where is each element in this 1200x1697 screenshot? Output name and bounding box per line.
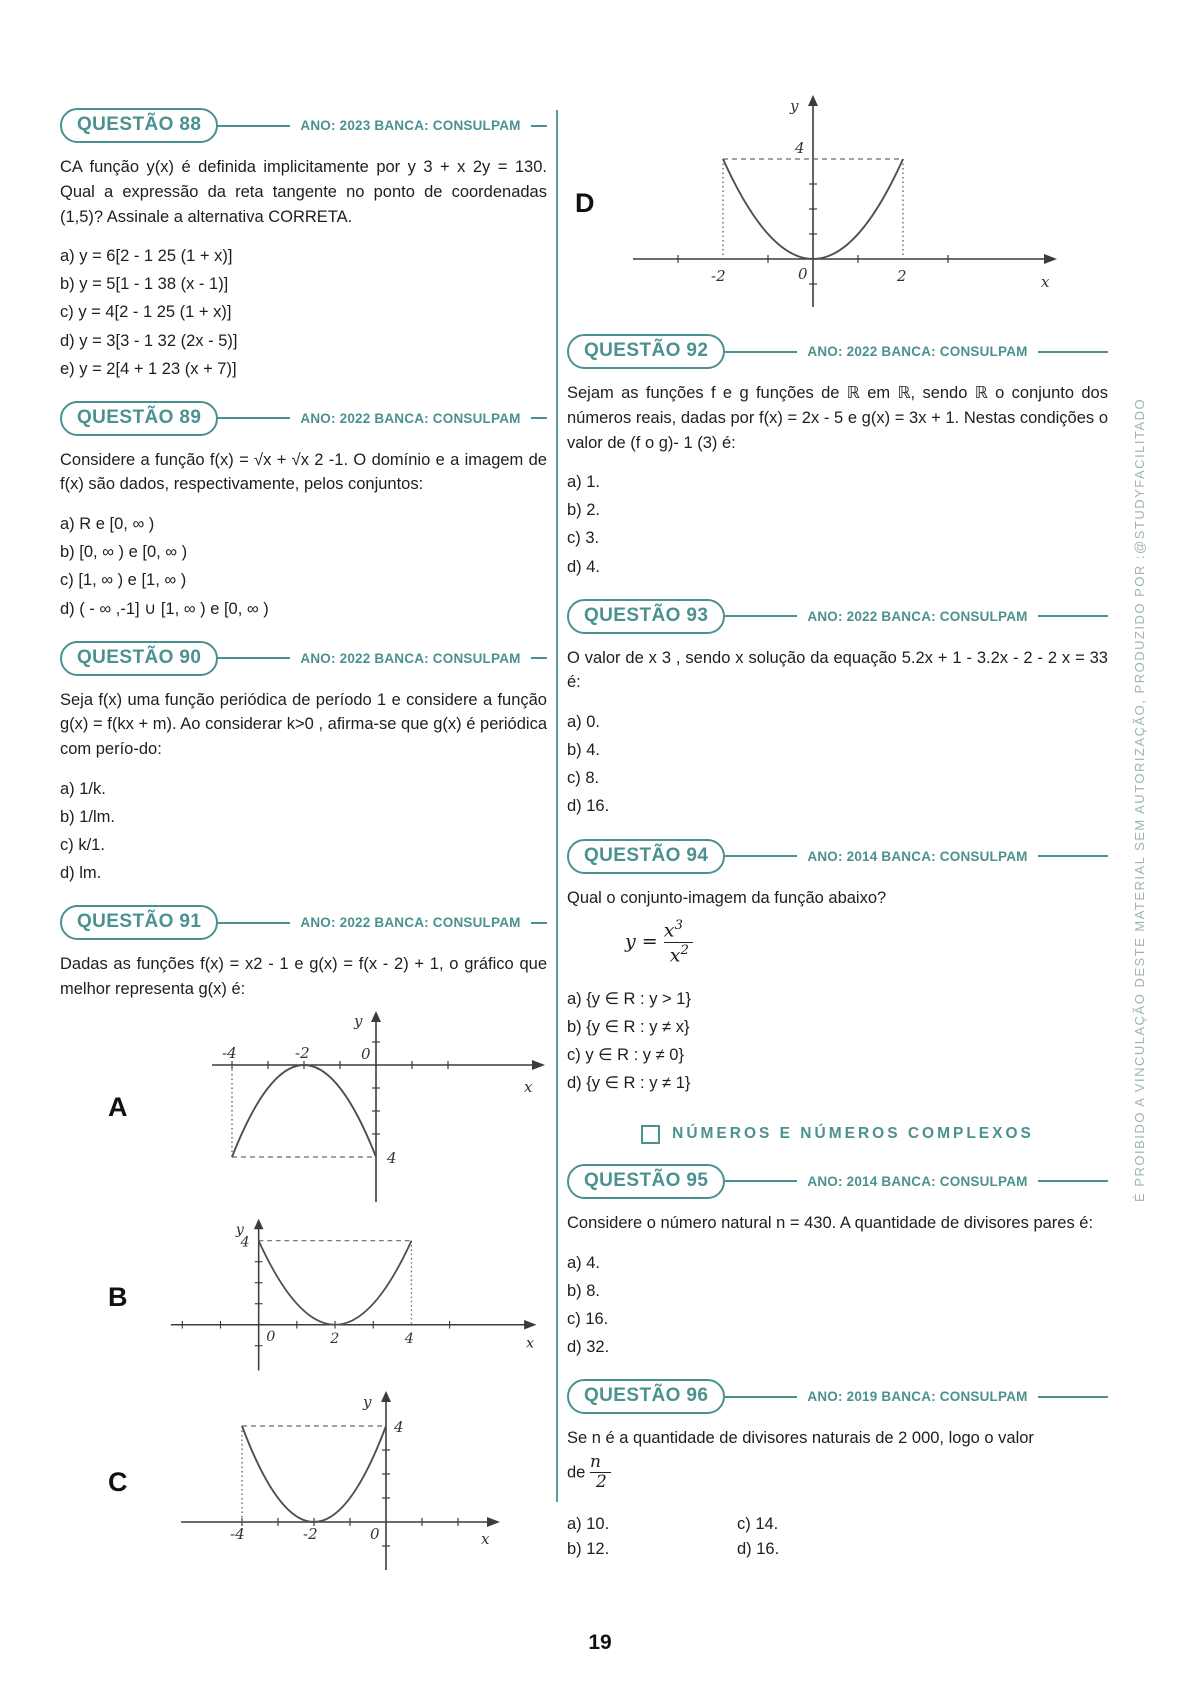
question-badge: QUESTÃO 89 [60,401,218,436]
svg-text:2: 2 [330,1330,340,1347]
svg-text:-2: -2 [295,1043,310,1062]
right-column [567,92,1108,1559]
question-92-header [567,334,1108,369]
question-text: Qual o conjunto-imagem da função abaixo? [567,888,887,907]
question-text: CA função y(x) é definida implicitamente por y 3 + x 2y = 130. Qual a expressão da reta tangente no ponto de coordenadas (1,5)? Assinale a alternativa CORRETA. [60,158,547,226]
option-d: d) 16. [737,1539,780,1558]
header-line [218,922,290,924]
header-line [1038,1396,1108,1398]
header-line [1038,351,1108,353]
fraction-denominator: 2 [595,1472,607,1493]
question-badge: QUESTÃO 91 [60,905,218,940]
question-text: O valor de x 3 , sendo x solução da equação 5.2x + 1 - 3.2x - 2 - 2 x = 33 é: [567,648,1108,692]
header-line [1038,855,1108,857]
option-a: a) y = 6[2 - 1 25 (1 + x)] [60,247,233,266]
option-a: a) {y ∈ R : y > 1} [567,989,691,1008]
fraction [664,918,693,967]
option-a: a) R e [0, ∞ ) [60,515,155,534]
svg-text:x: x [524,1077,533,1096]
tick-labels [235,1222,534,1352]
header-line [725,351,797,353]
svg-text:-2: -2 [303,1524,318,1543]
option-d: d) lm. [60,864,102,883]
svg-text:0: 0 [370,1524,380,1543]
fraction-numerator: n [590,1453,611,1474]
header-line [725,615,797,617]
graph-option-b [60,1214,547,1382]
option-b: b) {y ∈ R : y ≠ x} [567,1017,690,1036]
axes [171,1218,537,1370]
svg-text:0: 0 [361,1044,371,1063]
question-96 [567,1379,1108,1559]
option-b: b) 1/lm. [60,807,116,826]
question-94 [567,839,1108,1095]
option-a: a) 1. [567,473,601,492]
question-90 [60,641,547,886]
watermark-text: É PROIBIDO A VINCULAÇÃO DESTE MATERIAL SEM AUTORIZAÇÃO, PRODUZIDO POR :@STUDYFACILITADO [1132,397,1147,1202]
question-meta: ANO: 2022 BANCA: CONSULPAM [807,608,1028,624]
options-list [567,1252,1108,1359]
question-meta: ANO: 2022 BANCA: CONSULPAM [300,410,521,426]
svg-text:x: x [1041,273,1050,291]
header-line [218,125,290,127]
parabola-curve [242,1426,386,1522]
svg-text:4: 4 [387,1148,397,1167]
tick-labels [711,97,1050,291]
option-c: c) y ∈ R : y ≠ 0} [567,1045,684,1064]
svg-text:y: y [235,1221,244,1238]
question-92 [567,334,1108,579]
svg-text:y: y [363,1392,372,1411]
tick-labels [222,1012,533,1167]
function-formula [625,918,1108,967]
graph-letter-b: B [108,1282,128,1313]
option-c: c) y = 4[2 - 1 25 (1 + x)] [60,303,232,322]
header-line [531,417,547,419]
options-list [567,988,1108,1095]
question-text: Se n é a quantidade de divisores naturais de 2 000, logo o valor [567,1429,1034,1448]
question-meta: ANO: 2022 BANCA: CONSULPAM [807,344,1028,359]
option-c: c) 16. [567,1309,609,1328]
question-badge: QUESTÃO 95 [567,1164,725,1199]
checkbox-icon [641,1125,660,1144]
question-94-header [567,839,1108,874]
question-text: Considere o número natural n = 430. A quantidade de divisores pares é: [567,1213,1094,1232]
formula-lead: y = [625,930,658,953]
fraction-line [567,1453,1108,1493]
question-95-header [567,1164,1108,1199]
question-meta: ANO: 2022 BANCA: CONSULPAM [300,650,521,666]
question-89-header [60,401,547,436]
question-badge: QUESTÃO 94 [567,839,725,874]
header-line [531,922,547,924]
fraction-numerator: $x^3$ [664,918,693,943]
section-title: NÚMEROS E NÚMEROS COMPLEXOS [672,1125,1034,1143]
option-b: b) 12. [567,1539,610,1558]
header-line [531,657,547,659]
axes [181,1391,500,1570]
question-badge: QUESTÃO 93 [567,599,725,634]
graph-letter-c: C [108,1467,128,1498]
header-line [1038,1180,1108,1182]
option-d: d) 32. [567,1338,610,1356]
option-d: d) 16. [567,797,610,816]
option-d: d) {y ∈ R : y ≠ 1} [567,1073,691,1092]
option-b: b) [0, ∞ ) e [0, ∞ ) [60,543,188,562]
svg-text:4: 4 [394,1417,404,1436]
option-b: b) 8. [567,1281,601,1300]
parabola-curve [232,1065,376,1157]
section-header-numeros-complexos [567,1125,1108,1144]
graph-option-a [60,1010,547,1206]
question-badge: QUESTÃO 92 [567,334,725,369]
page-number: 19 [588,1631,612,1654]
question-88-header [60,108,547,143]
options-list [567,471,1108,578]
graph-option-d [567,92,1108,314]
question-meta: ANO: 2023 BANCA: CONSULPAM [300,118,521,133]
header-line [531,125,547,127]
options-grid [567,1515,1108,1559]
option-e: e) y = 2[4 + 1 23 (x + 7)] [60,359,237,378]
question-text: Dadas as funções f(x) = x2 - 1 e g(x) = f(x - 2) + 1, o gráfico que melhor representa g(x) é: [60,955,547,998]
column-divider [556,110,558,1502]
svg-text:-4: -4 [222,1043,237,1062]
question-93 [567,599,1108,819]
svg-text:y: y [790,97,799,115]
svg-text:x: x [481,1529,490,1548]
graph-a-plot [146,1010,546,1206]
axes [212,1011,545,1202]
question-89 [60,401,547,621]
svg-text:4: 4 [404,1330,414,1347]
fraction-denominator: $x^2$ [669,943,689,967]
graph-letter-d: D [575,187,595,218]
graph-option-c [60,1390,547,1576]
option-b: b) 4. [567,741,601,760]
graph-d-plot [613,92,1083,314]
option-a: a) 4. [567,1253,601,1272]
option-a: a) 10. [567,1514,610,1533]
question-meta: ANO: 2019 BANCA: CONSULPAM [807,1389,1028,1405]
question-badge: QUESTÃO 88 [60,108,218,143]
question-text: Considere a função f(x) = √x + √x 2 -1. O domínio e a imagem de f(x) são dados, respectivamente, pelos conjuntos: [60,450,547,494]
question-96-header [567,1379,1108,1414]
option-b: b) 2. [567,501,601,520]
option-a: a) 1/k. [60,779,106,798]
options-list [60,513,547,620]
question-90-header [60,641,547,676]
svg-text:-4: -4 [230,1524,245,1543]
option-c: c) 8. [567,769,600,788]
question-91-header [60,905,547,940]
fraction-prefix: de [567,1463,586,1482]
option-d: d) ( - ∞ ,-1] ∪ [1, ∞ ) e [0, ∞ ) [60,599,269,618]
options-list [60,245,547,380]
option-d: d) y = 3[3 - 1 32 (2x - 5)] [60,331,238,350]
options-list [567,711,1108,818]
option-c: c) 14. [737,1514,779,1533]
header-line [1038,615,1108,617]
question-93-header [567,599,1108,634]
question-text: Seja f(x) uma função periódica de período 1 e considere a função g(x) = f(kx + m). Ao considerar k>0 , afirma-se que g(x) é periódica com perío-do: [60,690,547,759]
svg-text:4: 4 [240,1234,250,1251]
question-text: Sejam as funções f e g funções de ℝ em ℝ, sendo ℝ o conjunto dos números reais, dadas por f(x) = 2x - 5 e g(x) = 3x + 1. Nestas condições o valor de (f o g)- 1 (3) é: [567,384,1108,452]
tick-labels [230,1393,490,1548]
graph-b-plot [146,1214,547,1382]
svg-text:x: x [525,1335,535,1352]
header-line [725,855,797,857]
question-95 [567,1164,1108,1359]
svg-text:-2: -2 [711,267,726,285]
left-column [60,108,547,1578]
svg-text:4: 4 [795,139,805,157]
question-badge: QUESTÃO 90 [60,641,218,676]
question-meta: ANO: 2014 BANCA: CONSULPAM [807,848,1028,864]
svg-text:y: y [354,1011,363,1030]
header-line [725,1396,797,1398]
header-line [218,657,290,659]
header-line [725,1180,797,1182]
option-b: b) y = 5[1 - 1 38 (x - 1)] [60,275,229,294]
question-91 [60,905,547,1002]
question-meta: ANO: 2014 BANCA: CONSULPAM [807,1173,1028,1189]
option-c: c) 3. [567,529,600,548]
question-88 [60,108,547,381]
graph-letter-a: A [108,1092,128,1123]
graph-c-plot [146,1390,546,1576]
svg-text:0: 0 [798,265,808,283]
option-d: d) 4. [567,557,601,576]
options-list [60,778,547,885]
option-c: c) k/1. [60,836,105,855]
parabola-curve [259,1240,412,1324]
fraction [590,1453,611,1493]
option-c: c) [1, ∞ ) e [1, ∞ ) [60,571,187,590]
svg-text:2: 2 [897,267,907,285]
option-a: a) 0. [567,713,601,732]
header-line [218,417,290,419]
svg-text:0: 0 [266,1328,276,1345]
question-meta: ANO: 2022 BANCA: CONSULPAM [300,915,521,931]
question-badge: QUESTÃO 96 [567,1379,725,1414]
axes [633,95,1057,307]
